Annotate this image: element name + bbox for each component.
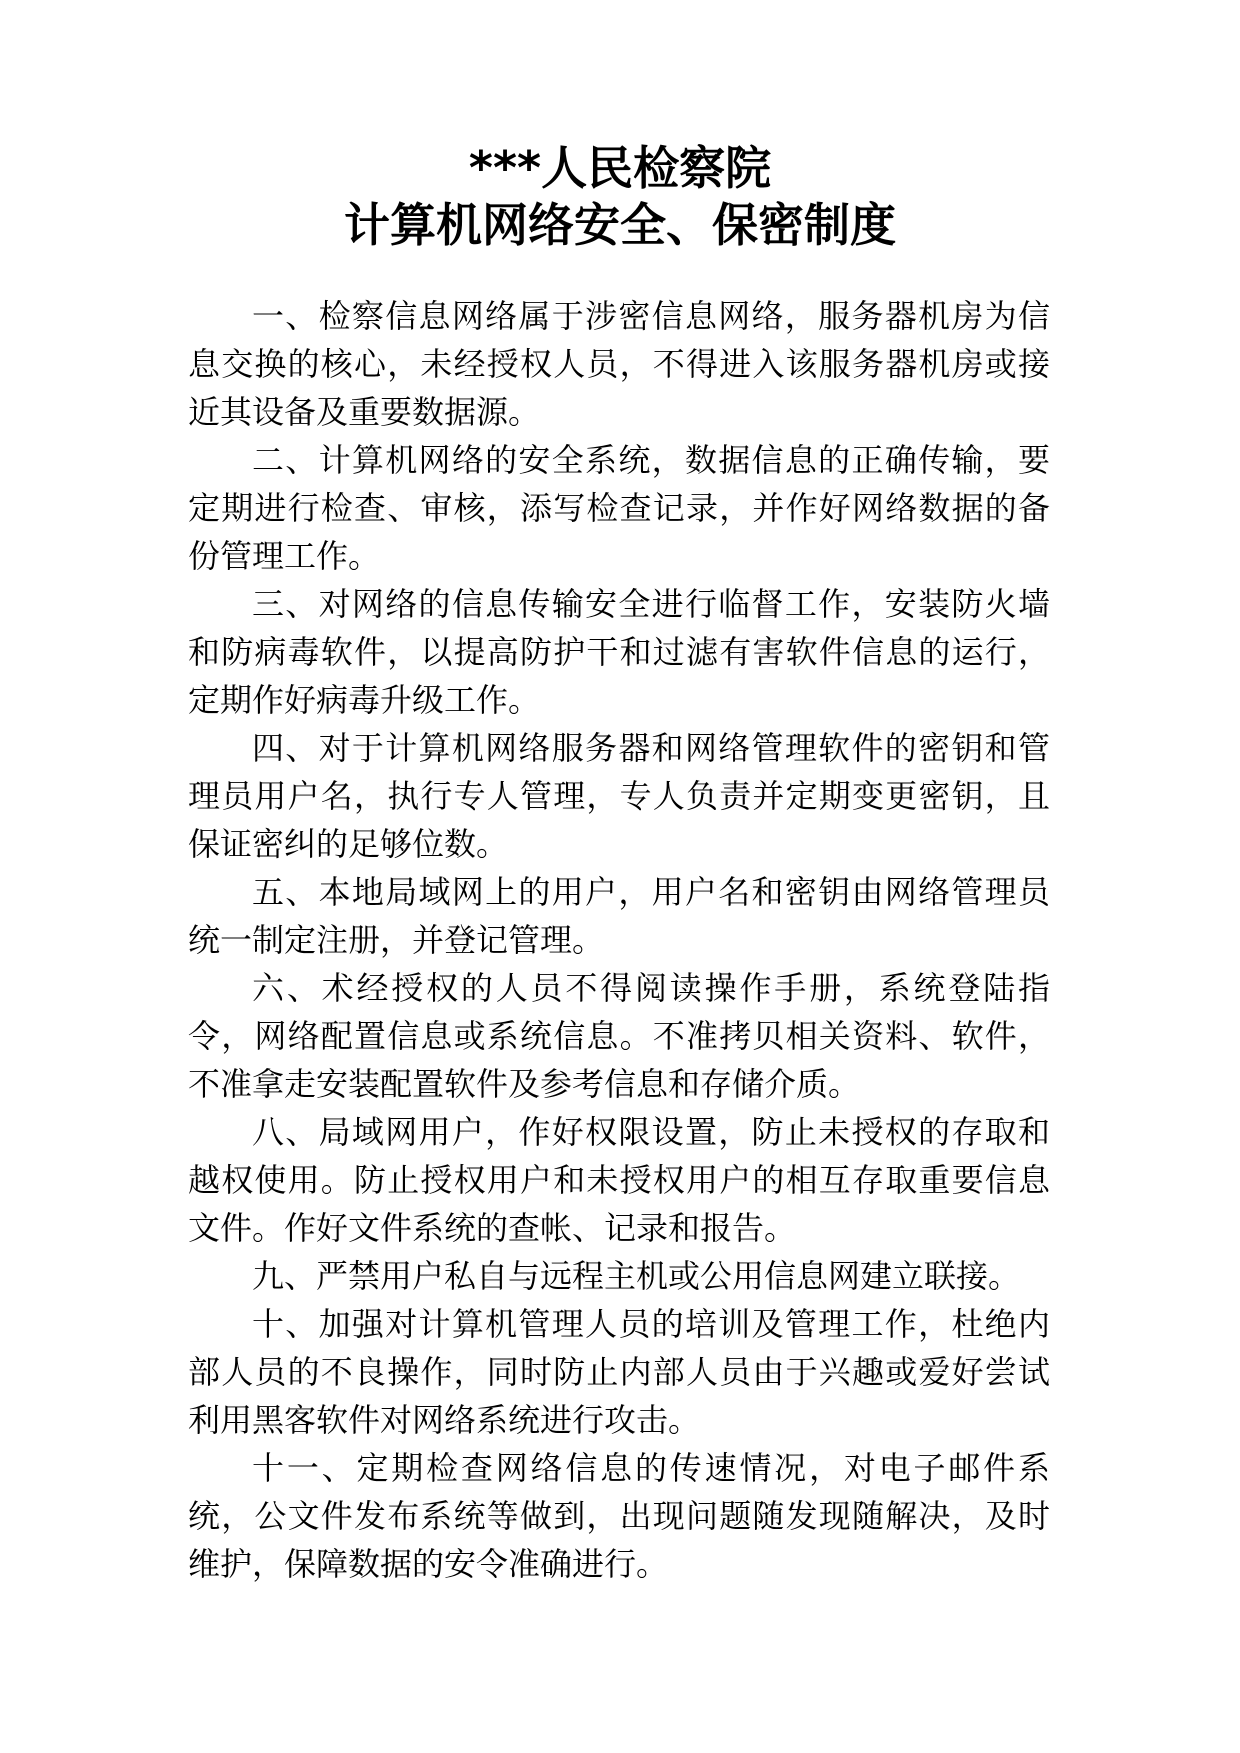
paragraph-11: 十一、定期检查网络信息的传速情况，对电子邮件系统，公文件发布系统等做到，出现问题随发现随解决，及时维护，保障数据的安令准确进行。	[188, 1449, 1050, 1583]
paragraph-9: 九、严禁用户私自与远程主机或公用信息网建立联接。	[252, 1257, 1021, 1295]
paragraph-4: 四、对于计算机网络服务器和网络管理软件的密钥和管理员用户名，执行专人管理，专人负责并定期变更密钥，且保证密纠的足够位数。	[188, 729, 1050, 863]
paragraph-10: 十、加强对计算机管理人员的培训及管理工作，杜绝内部人员的不良操作，同时防止内部人员由于兴趣或爱好尝试利用黑客软件对网络系统进行攻击。	[188, 1305, 1050, 1439]
paragraph-8: 八、局域网用户，作好权限设置，防止未授权的存取和越权使用。防止授权用户和未授权用户的相互存取重要信息文件。作好文件系统的查帐、记录和报告。	[188, 1113, 1050, 1247]
paragraph-2: 二、计算机网络的安全系统，数据信息的正确传输，要定期进行检查、审核，添写检查记录，并作好网络数据的备份管理工作。	[188, 441, 1050, 575]
paragraph-5: 五、本地局域网上的用户，用户名和密钥由网络管理员统一制定注册，并登记管理。	[188, 873, 1050, 959]
paragraph-6: 六、术经授权的人员不得阅读操作手册，系统登陆指令，网络配置信息或系统信息。不准拷贝相关资料、软件，不准拿走安装配置软件及参考信息和存储介质。	[188, 969, 1050, 1103]
document-body	[188, 292, 1050, 1588]
paragraph-3: 三、对网络的信息传输安全进行临督工作，安装防火墙和防病毒软件，以提高防护干和过滤有害软件信息的运行，定期作好病毒升级工作。	[188, 585, 1050, 719]
document-title-line1: ***人民检察院	[468, 141, 772, 195]
document-title-line2: 计算机网络安全、保密制度	[344, 198, 896, 252]
paragraph-1: 一、检察信息网络属于涉密信息网络，服务器机房为信息交换的核心，未经授权人员，不得进入该服务器机房或接近其设备及重要数据源。	[188, 297, 1050, 431]
